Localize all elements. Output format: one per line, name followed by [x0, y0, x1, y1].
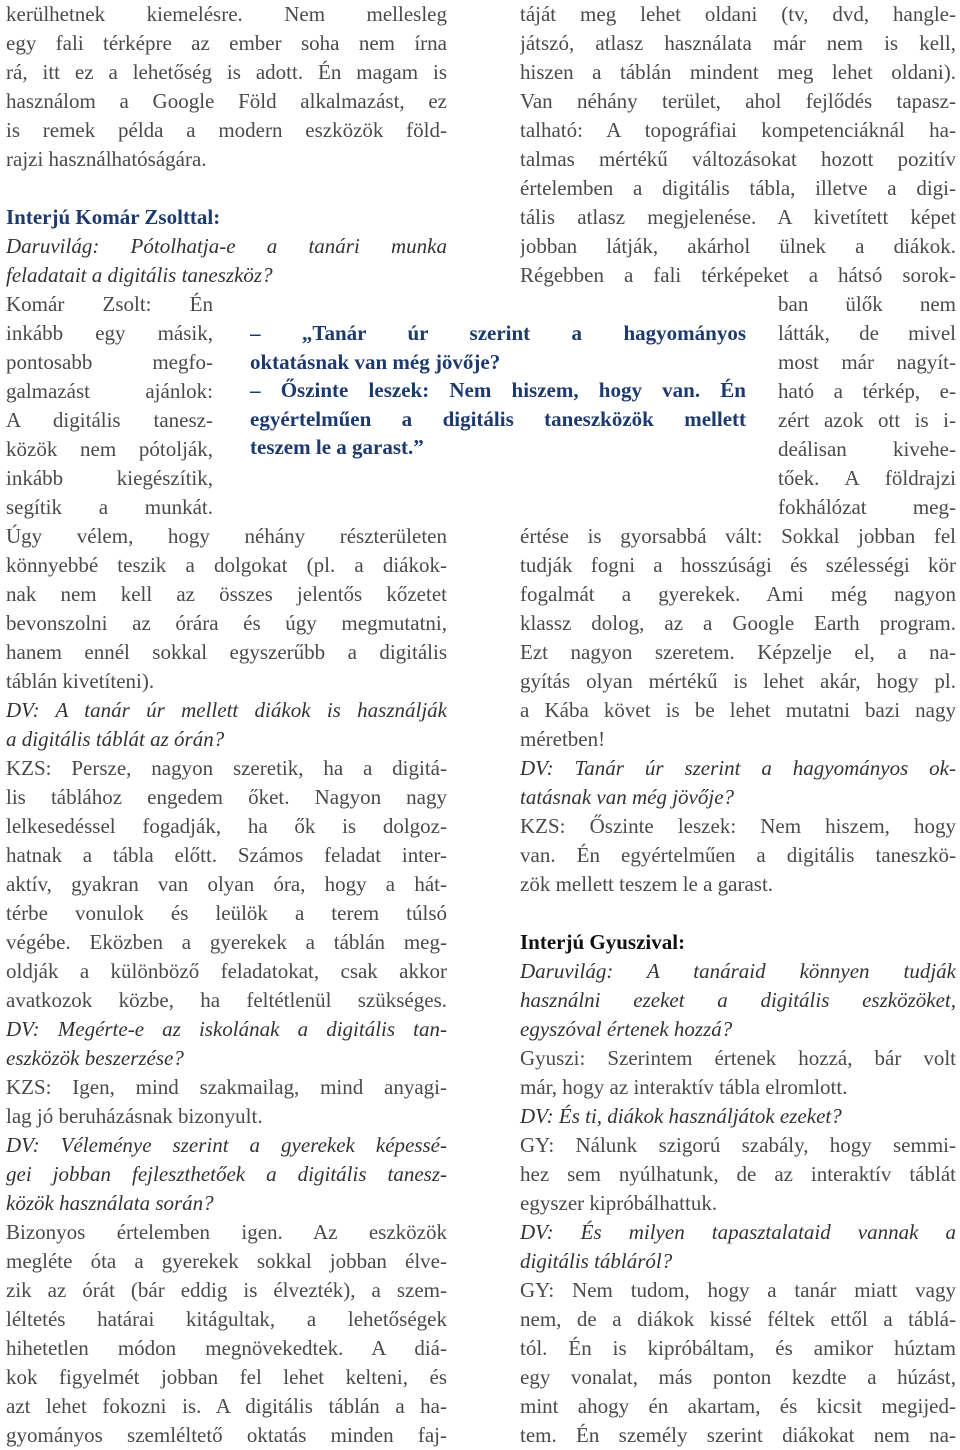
- text-line: közök nem pótolják,: [6, 437, 213, 461]
- interview-question-line: digitális tábláról?: [520, 1249, 673, 1273]
- pull-quote-line: egyértelműen a digitális taneszközök mellett: [250, 406, 746, 431]
- pull-quote-line: teszem le a garast.”: [250, 435, 424, 459]
- text-line: most már nagyít-: [778, 350, 956, 374]
- text-line: tőek. A földrajzi: [778, 466, 956, 490]
- text-line: hihetetlen módon megnövekedtek. A diá-: [6, 1336, 447, 1360]
- text-line: tem. Én személy szerint diákokat nem na-: [520, 1423, 956, 1447]
- pull-quote-line: – Őszinte leszek: Nem hiszem, hogy van. Én: [250, 378, 746, 402]
- text-line: méretben!: [520, 727, 606, 751]
- text-line: Komár Zsolt: Én: [6, 292, 213, 316]
- text-line: rajzi használhatóságára.: [6, 147, 207, 171]
- text-line: A digitális tanesz-: [6, 408, 213, 432]
- text-line: hanem ennél sokkal egyszerűbb a digitális: [6, 640, 447, 664]
- text-line: értése is gyorsabbá vált: Sokkal jobban fel: [520, 524, 956, 548]
- section-heading: Interjú Komár Zsolttal:: [6, 205, 221, 229]
- interview-question-line: gei jobban fejleszthetőek a digitális tanesz-: [6, 1162, 447, 1186]
- interview-question-line: DV: És milyen tapasztalataid vannak a: [520, 1220, 956, 1244]
- interview-question-line: DV: A tanár úr mellett diákok is használják: [6, 698, 447, 722]
- text-line: Gyuszi: Szerintem értenek hozzá, bár volt: [520, 1046, 956, 1070]
- interview-question-line: a digitális táblát az órán?: [6, 727, 225, 751]
- text-line: végébe. Eközben a gyerekek a táblán meg-: [6, 930, 447, 954]
- text-line: KZS: Igen, mind szakmailag, mind anyagi-: [6, 1075, 447, 1099]
- text-line: bevonszolni az órára és úgy megmutatni,: [6, 611, 447, 635]
- text-line: rá, itt ez a lehetőség is adott. Én magam is: [6, 60, 447, 84]
- text-line: egy vonalat, más ponton kezdte a húzást,: [520, 1365, 956, 1389]
- interview-question-line: egyszóval értenek hozzá?: [520, 1017, 733, 1041]
- interview-question-line: DV: És ti, diákok használjátok ezeket?: [520, 1104, 842, 1128]
- text-line: mint ahogy én akartam, és kicsit megijed-: [520, 1394, 956, 1418]
- pull-quote: [250, 319, 746, 462]
- paragraph-gap: [6, 174, 447, 203]
- pull-quote-line: – „Tanár úr szerint a hagyományos: [250, 321, 746, 345]
- text-line: kok figyelmét jobban fel lehet kelteni, és: [6, 1365, 447, 1389]
- text-line: talmas mértékű változásokat hozott pozitív: [520, 147, 956, 171]
- text-line: aktív, gyakran van olyan óra, hogy a hát-: [6, 872, 447, 896]
- text-line: táját meg lehet oldani (tv, dvd, hangle-: [520, 2, 956, 26]
- text-line: jobban látják, akárhol ülnek a diákok.: [520, 234, 956, 258]
- text-line: tális atlasz megjelenése. A kivetített képet: [520, 205, 956, 229]
- right-column: [520, 0, 956, 1450]
- text-line: egy fali térképre az ember soha nem írna: [6, 31, 447, 55]
- text-line: könnyebbé teszik a dolgokat (pl. a diákok-: [6, 553, 447, 577]
- interview-question-line: DV: Véleménye szerint a gyerekek képessé-: [6, 1133, 447, 1157]
- text-line: lag jó beruházásnak bizonyult.: [6, 1104, 263, 1128]
- text-line: klassz dolog, az a Google Earth program.: [520, 611, 956, 635]
- interview-question-line: DV: Tanár úr szerint a hagyományos ok-: [520, 756, 956, 780]
- text-line: léltetés határai kitágultak, a lehetőségek: [6, 1307, 447, 1331]
- text-line: van. Én egyértelműen a digitális taneszkö-: [520, 843, 956, 867]
- text-line: Bizonyos értelemben igen. Az eszközök: [6, 1220, 447, 1244]
- text-line: használom a Google Föld alkalmazást, ez: [6, 89, 447, 113]
- text-line: egyszer kipróbálhattuk.: [520, 1191, 718, 1215]
- interview-question-line: feladatait a digitális taneszköz?: [6, 263, 273, 287]
- interview-question-line: Daruvilág: Pótolhatja-e a tanári munka: [6, 234, 447, 258]
- interview-question-line: Daruvilág: A tanáraid könnyen tudják: [520, 959, 956, 983]
- text-line: lelkesedéssel fogadják, ha ők is dolgoz-: [6, 814, 447, 838]
- text-line: térbe vonulok és leülök a terem túlsó: [6, 901, 447, 925]
- text-line: avatkozok közbe, ha feltétlenül szükséges.: [6, 988, 447, 1012]
- text-line: tól. Én is kipróbáltam, és amikor húztam: [520, 1336, 956, 1360]
- text-line: értelemben a digitális tábla, illetve a digi-: [520, 176, 956, 200]
- text-line: játszó, atlasz használata már nem is kell,: [520, 31, 956, 55]
- text-line: inkább kiegészítik,: [6, 466, 213, 490]
- text-line: lis táblához engedem őket. Nagyon nagy: [6, 785, 447, 809]
- text-line: GY: Nem tudom, hogy a tanár miatt vagy: [520, 1278, 956, 1302]
- text-line: galmazást ajánlok:: [6, 379, 213, 403]
- text-line: nem, de a diákok kissé féltek ettől a táblá-: [520, 1307, 956, 1331]
- text-line: is remek példa a modern eszközök föld-: [6, 118, 447, 142]
- paragraph-gap: [520, 899, 956, 928]
- text-line: a Kába követ is be lehet mutatni bazi nagy: [520, 698, 956, 722]
- text-line: GY: Nálunk szigorú szabály, hogy semmi-: [520, 1133, 956, 1157]
- interview-question-line: közök használata során?: [6, 1191, 214, 1215]
- text-line: hiszen a táblán mindent meg lehet oldani).: [520, 60, 956, 84]
- text-line: zik az órát (bár eddig is élvezték), a szem-: [6, 1278, 447, 1302]
- text-line: KZS: Persze, nagyon szeretik, ha a digitá-: [6, 756, 447, 780]
- text-line: fogalmát a gyerekek. Ami még nagyon: [520, 582, 956, 606]
- text-line: ban ülők nem: [778, 292, 956, 316]
- text-line: oldják a különböző feladatokat, csak akkor: [6, 959, 447, 983]
- text-line: KZS: Őszinte leszek: Nem hiszem, hogy: [520, 814, 956, 838]
- text-line: kerülhetnek kiemelésre. Nem mellesleg: [6, 2, 447, 26]
- text-line: deálisan kivehe-: [778, 437, 956, 461]
- text-line: tudják fogni a hosszúsági és szélességi kör: [520, 553, 956, 577]
- section-heading: Interjú Gyuszival:: [520, 930, 686, 954]
- text-line: pontosabb megfo-: [6, 350, 213, 374]
- text-line: már, hogy az interaktív tábla elromlott.: [520, 1075, 848, 1099]
- text-line: hez sem nyúlhatunk, de az interaktív táblát: [520, 1162, 956, 1186]
- text-line: hatnak a tábla előtt. Számos feladat inter-: [6, 843, 447, 867]
- text-line: talható: A topográfiai kompetenciáknál ha-: [520, 118, 956, 142]
- text-line: zök mellett teszem le a garast.: [520, 872, 774, 896]
- text-line: gyítás olyan mértékű is lehet akár, hogy pl.: [520, 669, 956, 693]
- text-line: megléte óta a gyerekek sokkal jobban élve-: [6, 1249, 447, 1273]
- text-line: zért azok ott is i-: [778, 408, 956, 432]
- text-line: Úgy vélem, hogy néhány részterületen: [6, 524, 447, 548]
- text-line: gyományos szemléltető oktatás minden faj-: [6, 1423, 447, 1447]
- pull-quote-line: oktatásnak van még jövője?: [250, 349, 501, 374]
- interview-question-line: eszközök beszerzése?: [6, 1046, 184, 1070]
- text-line: segítik a munkát.: [6, 495, 213, 519]
- text-line: Régebben a fali térképeket a hátsó sorok-: [520, 263, 956, 287]
- text-line: inkább egy másik,: [6, 321, 213, 345]
- text-line: ható a térkép, e-: [778, 379, 956, 403]
- left-column: [6, 0, 447, 1450]
- interview-question-line: tatásnak van még jövője?: [520, 785, 735, 809]
- interview-question-line: használni ezeket a digitális eszközöket,: [520, 988, 956, 1012]
- text-line: nak nem kell az összes jelentős kőzetet: [6, 582, 447, 606]
- text-line: azt lehet fokozni is. A digitális táblán a ha-: [6, 1394, 447, 1418]
- text-line: Ezt nagyon szeretem. Képzelje el, a na-: [520, 640, 956, 664]
- text-line: táblán kivetíteni).: [6, 669, 155, 693]
- text-line: látták, de mivel: [778, 321, 956, 345]
- text-line: fokhálózat meg-: [778, 495, 956, 519]
- interview-question-line: DV: Megérte-e az iskolának a digitális tan-: [6, 1017, 447, 1041]
- text-line: Van néhány terület, ahol fejlődés tapasz-: [520, 89, 956, 113]
